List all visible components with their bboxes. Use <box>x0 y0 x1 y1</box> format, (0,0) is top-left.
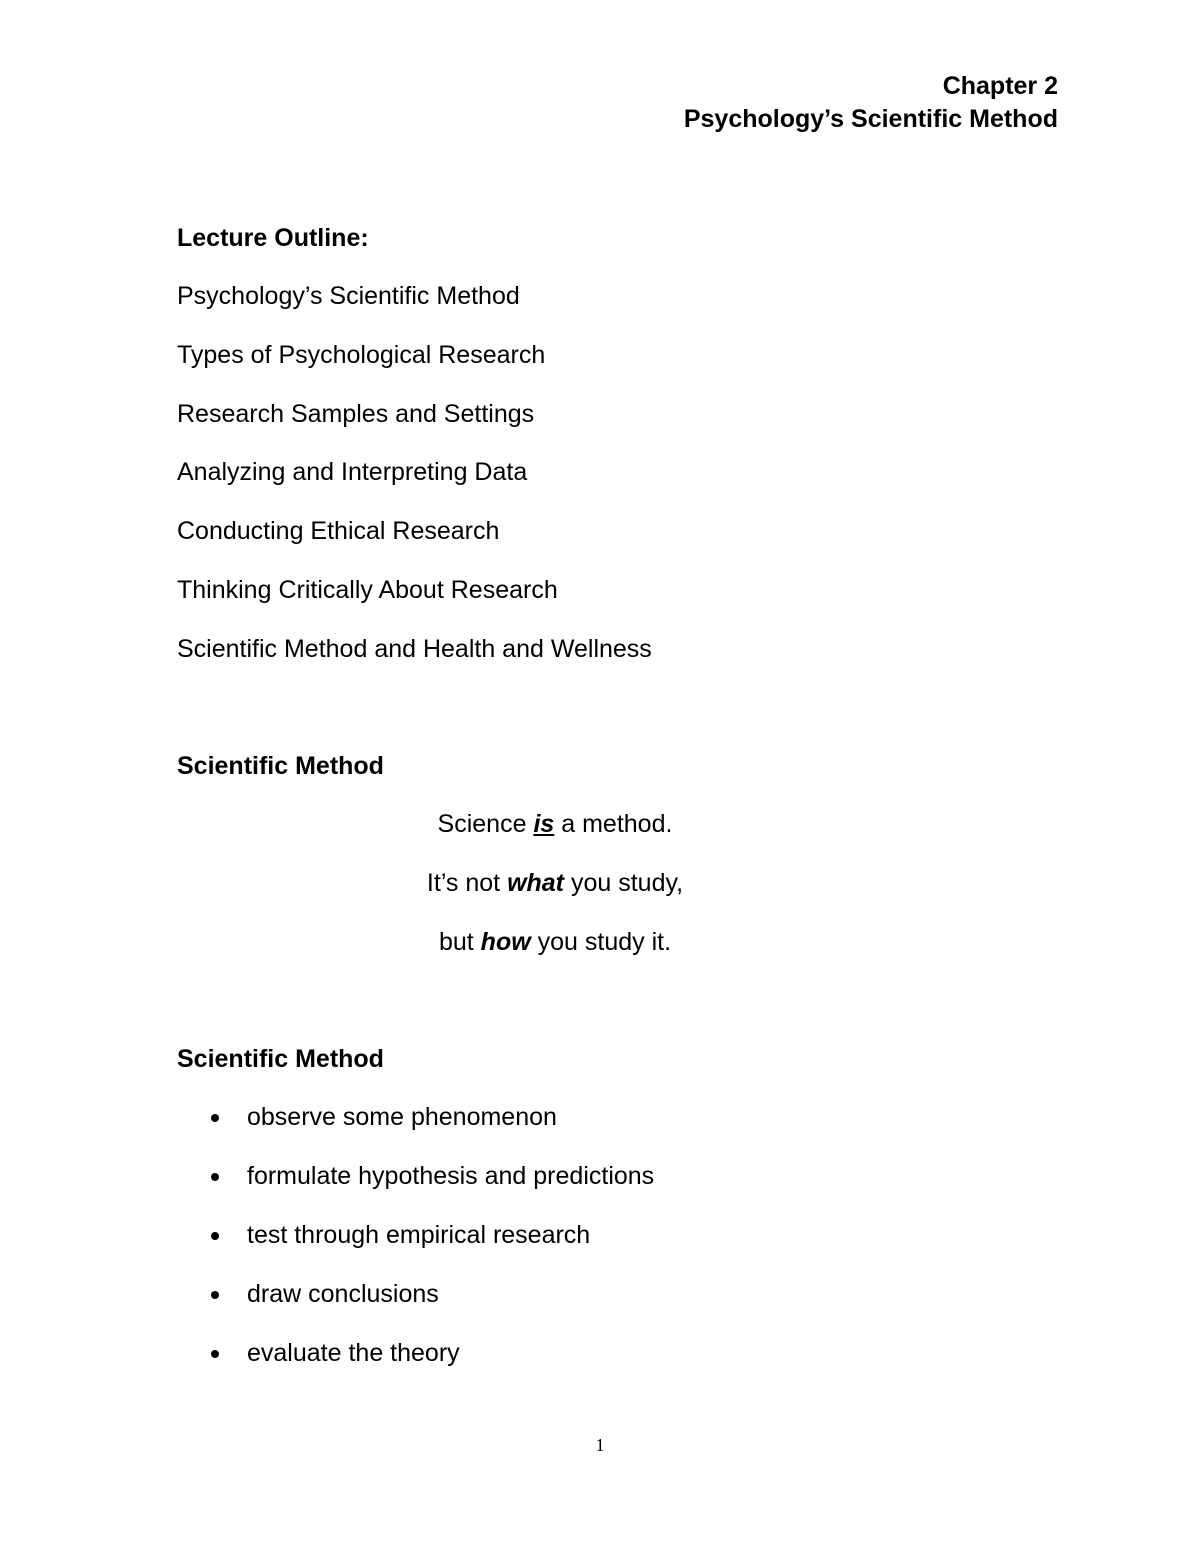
section-heading-scientific-method: Scientific Method <box>177 1044 384 1073</box>
list-item-text: formulate hypothesis and predictions <box>247 1161 655 1190</box>
quote-line-2 <box>115 867 995 900</box>
chapter-label: Chapter 2 <box>942 72 1058 100</box>
list-item <box>177 1278 1057 1311</box>
outline-item: Thinking Critically About Research <box>177 575 558 604</box>
outline-item: Psychology’s Scientific Method <box>177 282 520 310</box>
list-item-text: draw conclusions <box>247 1279 439 1308</box>
quote-text: you study, <box>564 868 684 897</box>
quote-text: but <box>438 927 481 956</box>
section-heading-scientific-method: Scientific Method <box>177 751 384 780</box>
list-item-text: test through empirical research <box>247 1220 591 1249</box>
bullet-icon <box>211 1173 219 1181</box>
quote-text: It’s not <box>426 868 508 897</box>
method-steps-list <box>177 1101 1057 1370</box>
bullet-icon <box>211 1232 219 1240</box>
quote-line-3 <box>115 926 995 959</box>
list-item <box>177 1160 1057 1193</box>
lecture-outline-heading: Lecture Outline: <box>177 224 369 252</box>
list-item-text: observe some phenomenon <box>247 1102 557 1131</box>
outline-item: Scientific Method and Health and Wellness <box>177 634 652 663</box>
quote-emphasis: what <box>507 868 565 897</box>
quote-line-1 <box>115 808 995 841</box>
bullet-icon <box>211 1114 219 1122</box>
page-header <box>684 70 1058 136</box>
list-item <box>177 1219 1057 1252</box>
quote-text: Science <box>437 809 534 838</box>
quote-text: you study it. <box>530 927 672 956</box>
outline-item: Research Samples and Settings <box>177 399 535 428</box>
outline-item: Conducting Ethical Research <box>177 517 500 546</box>
page-number: 1 <box>595 1435 605 1455</box>
list-item <box>177 1101 1057 1134</box>
outline-item: Types of Psychological Research <box>177 340 546 369</box>
list-item-text: evaluate the theory <box>247 1338 460 1367</box>
quote-text: a method. <box>554 809 673 838</box>
outline-item: Analyzing and Interpreting Data <box>177 458 528 487</box>
bullet-icon <box>211 1291 219 1299</box>
quote-emphasis: is <box>533 809 555 838</box>
bullet-icon <box>211 1350 219 1358</box>
page-content <box>177 222 1057 1396</box>
list-item <box>177 1337 1057 1370</box>
quote-emphasis: how <box>480 927 531 956</box>
chapter-title: Psychology’s Scientific Method <box>683 105 1058 133</box>
